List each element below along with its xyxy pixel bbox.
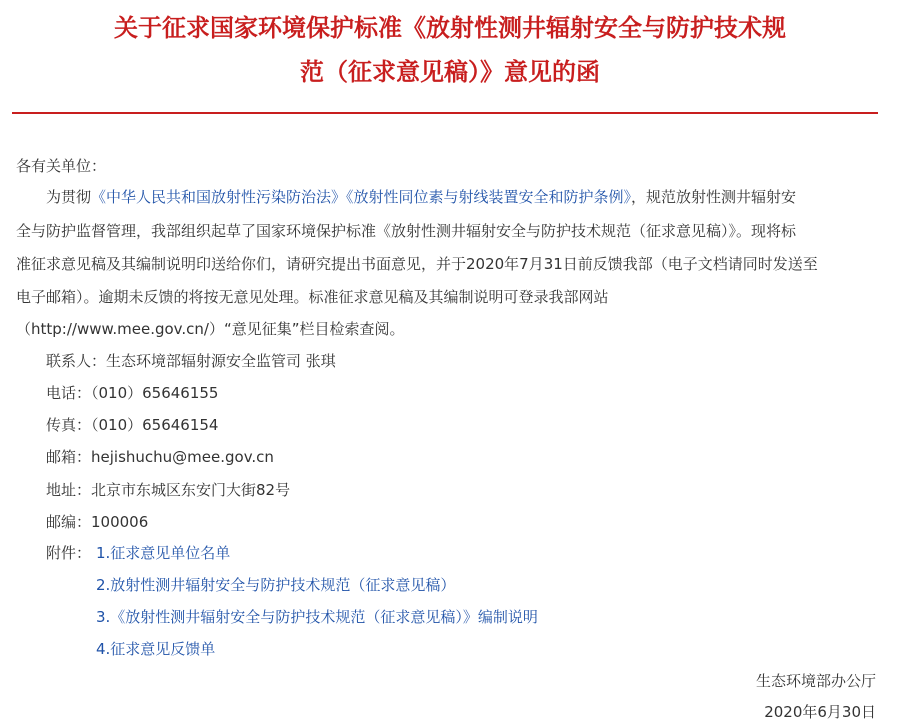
para-prefix: 为贯彻 bbox=[46, 188, 92, 206]
attachment-link-1[interactable]: 1.征求意见单位名单 bbox=[96, 544, 231, 562]
contact-person: 联系人：生态环境部辐射源安全监管司 张琪 bbox=[46, 352, 336, 370]
contact-fax: 传真：（010）65646154 bbox=[46, 416, 219, 434]
contact-postcode: 邮编：100006 bbox=[46, 513, 149, 531]
paragraph-line-1 bbox=[46, 187, 796, 207]
title-divider bbox=[12, 112, 878, 114]
paragraph-line-2: 全与防护监督管理，我部组织起草了国家环境保护标准《放射性测井辐射安全与防护技术规范（征求意见稿）》。现将标 bbox=[16, 222, 797, 240]
law-link-2[interactable]: 《放射性同位素与射线装置安全和防护条例》 bbox=[346, 188, 632, 206]
attachment-link-3[interactable]: 3.《放射性测井辐射安全与防护技术规范（征求意见稿）》编制说明 bbox=[96, 608, 538, 626]
law-link-1[interactable]: 《中华人民共和国放射性污染防治法》 bbox=[91, 188, 347, 206]
issue-date: 2020年6月30日 bbox=[764, 703, 876, 721]
para-suffix: ，规范放射性测井辐射安 bbox=[631, 188, 797, 206]
contact-email: 邮箱：hejishuchu@mee.gov.cn bbox=[46, 448, 274, 466]
paragraph-line-4: 电子邮箱）。逾期未反馈的将按无意见处理。标准征求意见稿及其编制说明可登录我部网站 bbox=[16, 288, 609, 306]
paragraph-line-5: （http://www.mee.gov.cn/）“意见征集”栏目检索查阅。 bbox=[16, 320, 405, 338]
contact-address: 地址：北京市东城区东安门大街82号 bbox=[46, 481, 291, 499]
document-title-line-1: 关于征求国家环境保护标准《放射性测井辐射安全与防护技术规 bbox=[114, 14, 786, 42]
attachment-link-4[interactable]: 4.征求意见反馈单 bbox=[96, 640, 216, 658]
salutation: 各有关单位： bbox=[16, 157, 107, 175]
attachments-label: 附件： bbox=[46, 544, 92, 562]
contact-phone: 电话：（010）65646155 bbox=[46, 384, 219, 402]
document-title-line-2: 范（征求意见稿）》意见的函 bbox=[300, 58, 600, 86]
attachment-link-2[interactable]: 2.放射性测井辐射安全与防护技术规范（征求意见稿） bbox=[96, 576, 456, 594]
paragraph-line-3: 准征求意见稿及其编制说明印送给你们，请研究提出书面意见，并于2020年7月31日前反馈我部（电子文档请同时发送至 bbox=[16, 255, 818, 273]
issuer: 生态环境部办公厅 bbox=[755, 672, 876, 690]
